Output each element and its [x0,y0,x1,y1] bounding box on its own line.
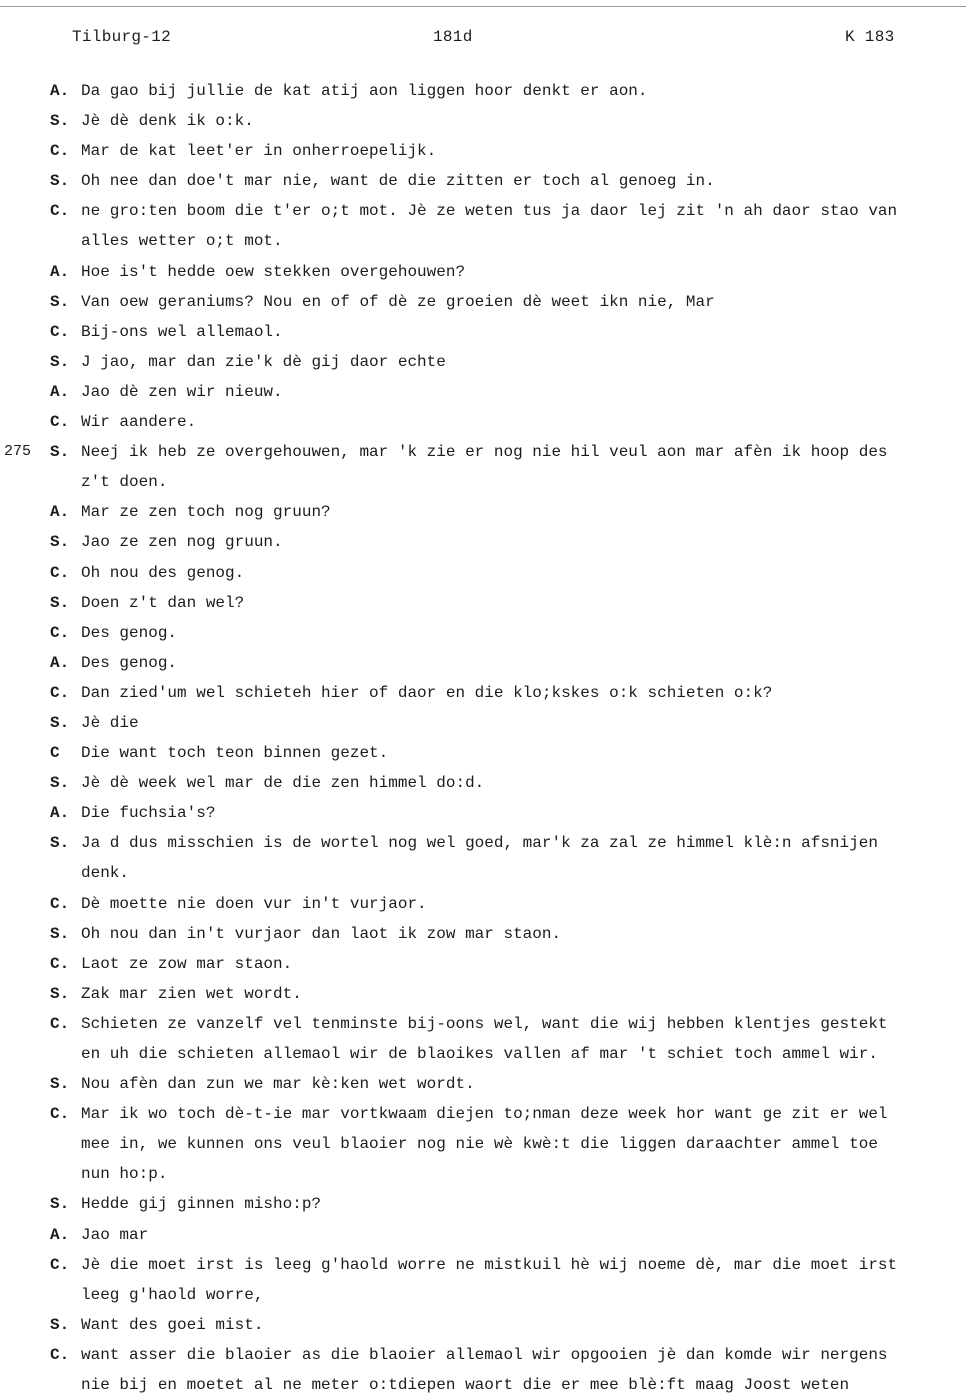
speaker-label: S. [50,443,70,462]
line-number: 275 [4,443,32,461]
transcript-body [4,76,945,1400]
transcript-line [50,588,945,618]
transcript-line [50,497,945,527]
utterance-text: want asser die blaoier as die blaoier allemaol wir opgooien jè dan komde wir nergens [81,1345,888,1364]
transcript-line [50,1159,945,1189]
utterance-text: Die fuchsia's? [81,804,216,823]
transcript-line [50,678,945,708]
transcript-line [50,1340,945,1370]
utterance-text: Mar de kat leet'er in onherroepelijk. [81,142,437,161]
speaker-label: S. [50,713,70,732]
transcript-line [50,558,945,588]
utterance-text: Laot ze zow mar staon. [81,954,293,973]
transcript-line [50,106,945,136]
utterance-text: Jè dè denk ik o:k. [81,112,254,131]
header-reference: K 183 [845,28,895,46]
transcript-line [50,1189,945,1219]
utterance-text: Jao mar [81,1225,149,1244]
utterance-text: Die want toch teon binnen gezet. [81,744,389,763]
utterance-text: Oh nou des genog. [81,563,245,582]
speaker-label: A. [50,82,70,100]
transcript-line [50,618,945,648]
utterance-text: Hoe is't hedde oew stekken overgehouwen? [81,262,466,281]
utterance-text: Ja d dus misschien is de wortel nog wel goed, mar'k za zal ze himmel klè:n afsnijen [81,834,878,853]
transcript-line [50,1099,945,1129]
speaker-label: C. [50,142,70,161]
transcript-line [50,919,945,949]
utterance-text: denk. [81,864,130,883]
utterance-text: Nou afèn dan zun we mar kè:ken wet wordt. [81,1075,475,1094]
transcript-line [50,136,945,166]
speaker-label: C. [50,1345,70,1364]
speaker-label: S. [50,593,70,612]
speaker-label: C. [50,413,70,432]
transcript-line [50,377,945,407]
transcript-line [50,1220,945,1250]
speaker-label: A. [50,382,70,401]
utterance-text: Doen z't dan wel? [81,593,245,612]
transcript-line [50,708,945,738]
transcript-line [50,1250,945,1280]
speaker-label: A. [50,503,70,522]
utterance-text: Jè die moet irst is leeg g'haold worre ne mistkuil hè wij noeme dè, mar die moet irst [81,1255,898,1274]
speaker-label: S. [50,774,70,793]
utterance-text: Da gao bij jullie de kat atij aon liggen hoor denkt er aon. [81,82,648,100]
utterance-text: Des genog. [81,623,178,642]
speaker-label: S. [50,924,70,943]
speaker-label: C. [50,322,70,341]
utterance-text: Want des goei mist. [81,1315,264,1334]
speaker-label: C. [50,954,70,973]
transcript-line [50,768,945,798]
transcript-line [50,738,945,768]
utterance-text: Schieten ze vanzelf vel tenminste bij-oons wel, want die wij hebben klentjes gestekt [81,1014,888,1033]
transcript-line [50,949,945,979]
speaker-label: A. [50,653,70,672]
transcript-line [50,407,945,437]
utterance-text: Neej ik heb ze overgehouwen, mar 'k zie er nog nie hil veul aon mar afèn ik hoop des [81,443,888,462]
utterance-text: Mar ik wo toch dè-t-ie mar vortkwaam diejen to;nman deze week hor want ge zit er wel [81,1105,888,1124]
utterance-text: Jao ze zen nog gruun. [81,533,283,552]
transcript-line [50,166,945,196]
transcript-line [50,1129,945,1159]
speaker-label: C. [50,683,70,702]
utterance-text: Wir aandere. [81,413,197,432]
speaker-label: C. [50,563,70,582]
speaker-label: C [50,744,60,763]
transcript-line [50,257,945,287]
transcript-line [50,226,945,256]
utterance-text: Dè moette nie doen vur in't vurjaor. [81,894,427,913]
utterance-text: Jè dè week wel mar de die zen himmel do:d. [81,774,485,793]
transcript-line [50,76,945,106]
speaker-label: S. [50,984,70,1003]
speaker-label: A. [50,804,70,823]
utterance-text: Jè die [81,713,139,732]
utterance-text: Des genog. [81,653,178,672]
utterance-text: alles wetter o;t mot. [81,232,283,251]
utterance-text: Bij-ons wel allemaol. [81,322,283,341]
transcript-line [4,437,945,467]
speaker-label: S. [50,834,70,853]
utterance-text: Dan zied'um wel schieteh hier of daor en die klo;kskes o:k schieten o:k? [81,683,773,702]
utterance-text: z't doen. [81,473,168,492]
transcript-line [50,347,945,377]
transcript-line [50,798,945,828]
transcript-line [50,317,945,347]
utterance-text: Oh nee dan doe't mar nie, want de die zitten er toch al genoeg in. [81,172,715,191]
transcript-line [50,1280,945,1310]
speaker-label: C. [50,623,70,642]
speaker-label: C. [50,1105,70,1124]
utterance-text: Jao dè zen wir nieuw. [81,382,283,401]
header-location: Tilburg-12 [72,28,172,46]
speaker-label: C. [50,1014,70,1033]
utterance-text: Mar ze zen toch nog gruun? [81,503,331,522]
transcript-line [50,648,945,678]
utterance-text: en uh die schieten allemaol wir de blaoikes vallen af mar 't schiet toch ammel wir. [81,1045,878,1063]
transcript-line [50,1039,945,1069]
utterance-text: Hedde gij ginnen misho:p? [81,1195,322,1214]
utterance-text: nie bij en moetet al ne meter o:tdiepen waort die er mee blè:ft maag Joost weten [81,1376,850,1395]
transcript-line [50,1310,945,1340]
transcript-line [50,889,945,919]
transcript-line [50,1069,945,1099]
utterance-text: leeg g'haold worre, [81,1285,264,1304]
utterance-text: Oh nou dan in't vurjaor dan laot ik zow mar staon. [81,924,562,943]
transcript-line [50,1009,945,1039]
utterance-text: Zak mar zien wet wordt. [81,984,302,1003]
speaker-label: C. [50,202,70,221]
transcript-line [50,287,945,317]
transcript-line [50,858,945,888]
transcript-line [50,196,945,226]
speaker-label: S. [50,352,70,371]
transcript-line [50,527,945,557]
transcript-line [50,979,945,1009]
utterance-text: ne gro:ten boom die t'er o;t mot. Jè ze weten tus ja daor lej zit 'n ah daor stao van [81,202,898,221]
speaker-label: S. [50,1315,70,1334]
transcript-line [50,467,945,497]
speaker-label: C. [50,1255,70,1274]
speaker-label: S. [50,1075,70,1094]
speaker-label: S. [50,172,70,191]
speaker-label: C. [50,894,70,913]
transcript-line [50,828,945,858]
utterance-text: mee in, we kunnen ons veul blaoier nog nie wè kwè:t die liggen daraachter ammel toe [81,1135,878,1154]
top-rule [0,6,966,7]
speaker-label: S. [50,112,70,131]
speaker-label: A. [50,1225,70,1244]
utterance-text: nun ho:p. [81,1165,168,1184]
utterance-text: J jao, mar dan zie'k dè gij daor echte [81,352,446,371]
transcript-line [50,1370,945,1400]
header-page-number: 181d [433,28,473,46]
utterance-text: Van oew geraniums? Nou en of of dè ze groeien dè weet ikn nie, Mar [81,292,715,311]
speaker-label: S. [50,292,70,311]
speaker-label: A. [50,262,70,281]
speaker-label: S. [50,533,70,552]
speaker-label: S. [50,1195,70,1214]
